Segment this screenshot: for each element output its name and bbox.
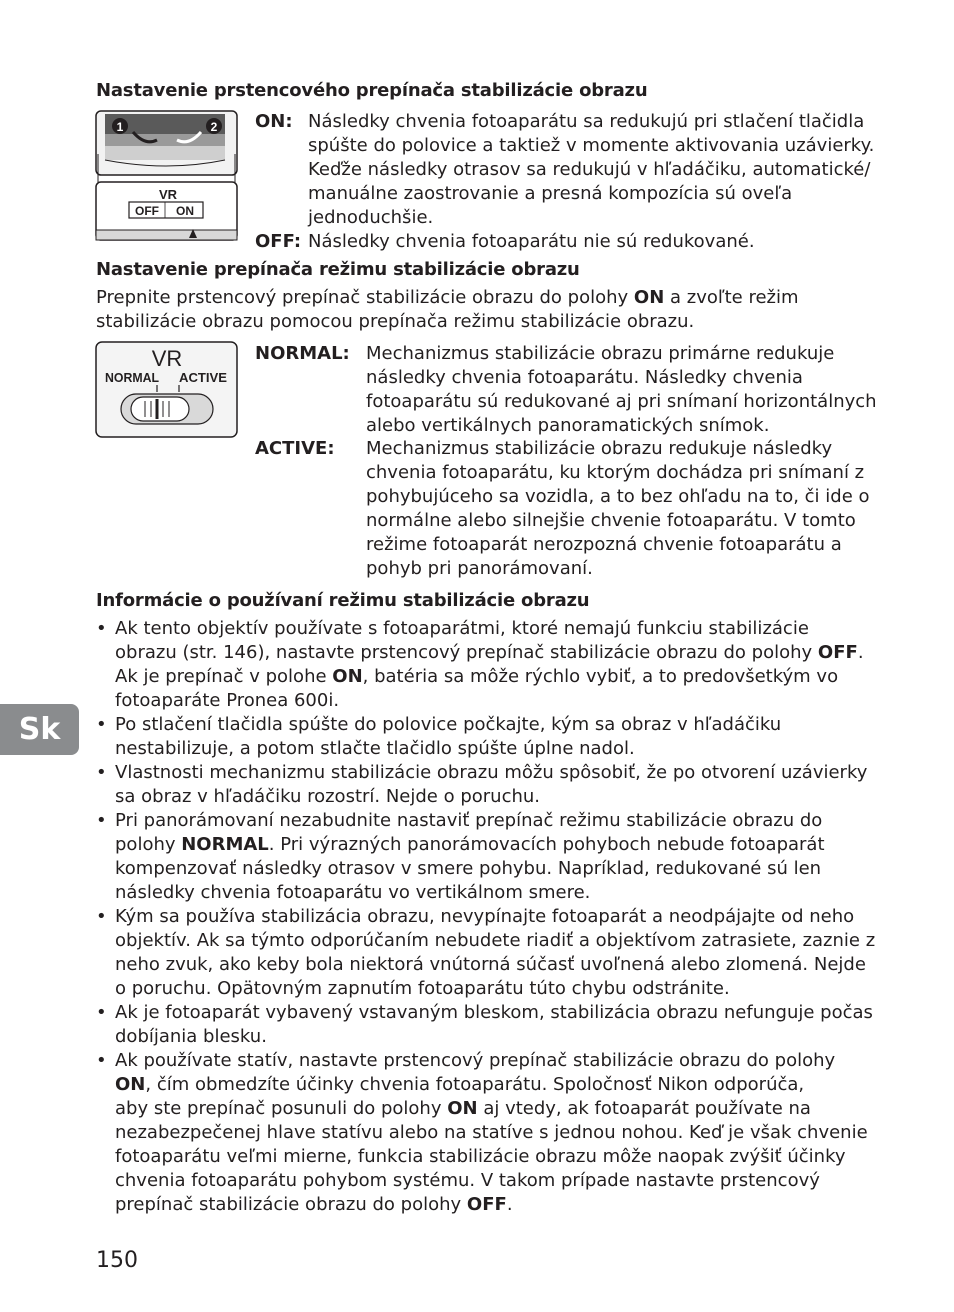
note-line <box>115 1193 875 1217</box>
mode-active-label: ACTIVE <box>179 370 228 385</box>
note-bullet-item <box>96 1049 875 1217</box>
note-text: nezabezpečenej hlave statívu alebo na statíve s jednou nohou. Keď je však chvenie <box>115 1122 868 1143</box>
note-bullet-item <box>96 905 875 1001</box>
note-line <box>115 833 875 857</box>
desc-active-line: pohybujúceho sa vozidla, a to bez ohľadu na to, či ide o <box>366 486 870 507</box>
switch-off-label: OFF <box>135 204 159 218</box>
note-emphasis: OFF <box>817 642 858 663</box>
note-text: neho zvuk, ako keby bola niektorá vnútorná súčasť uvoľnená alebo zlomená. Nejde <box>115 954 866 975</box>
note-bullet-item <box>96 809 875 905</box>
note-text: fotoaparátu veľmi mierne, funkcia stabilizácie obrazu môže naopak zvýšiť účinky <box>115 1146 846 1167</box>
desc-on-line: spúšte do polovice a taktiež v momente aktivovania uzávierky. <box>308 135 875 156</box>
note-line <box>115 857 875 881</box>
desc-normal-line: alebo vertikálnych panoramatických snímok. <box>366 415 770 436</box>
note-text: aj vtedy, ak fotoaparát používate na <box>477 1098 811 1119</box>
desc-active-line: normálne alebo silnejšie chvenie fotoaparátu. V tomto <box>366 510 856 531</box>
note-line <box>115 737 875 761</box>
note-line <box>115 809 875 833</box>
vr-mode-switch-illustration <box>95 341 240 439</box>
note-bullet-item <box>96 617 875 713</box>
page-number: 150 <box>96 1248 138 1273</box>
desc-normal-line: následky chvenia fotoaparátu. Následky chvenia <box>366 367 803 388</box>
callout-1: 1 <box>116 120 124 134</box>
vr-mode-intro-line: stabilizácie obrazu pomocou prepínača režimu stabilizácie obrazu. <box>96 311 695 332</box>
mode-normal-label: NORMAL <box>105 370 160 385</box>
desc-on-line: Následky chvenia fotoaparátu sa redukujú pri stlačení tlačidla <box>308 111 865 132</box>
note-text: , batéria sa môže rýchlo vybiť, a to predovšetkým vo <box>362 666 839 687</box>
vr-notes-list <box>96 617 875 1217</box>
desc-off <box>308 230 755 254</box>
callout-2: 2 <box>210 120 218 134</box>
note-text: Ak tento objektív používate s fotoaparátmi, ktoré nemajú funkciu stabilizácie <box>115 618 809 639</box>
note-text: sa obraz v hľadáčiku rozostrí. Nejde o poruchu. <box>115 786 541 807</box>
note-line <box>115 1121 875 1145</box>
note-line <box>115 617 875 641</box>
note-line <box>115 665 875 689</box>
switch-vr-label: VR <box>158 187 178 202</box>
note-text: , čím obmedzíte účinky chvenia fotoaparátu. Spoločnosť Nikon odporúča, <box>145 1074 805 1095</box>
desc-on-line: jednoduchšie. <box>308 207 434 228</box>
note-text: . <box>506 1194 513 1215</box>
section-heading-vr-ring-switch: Nastavenie prstencového prepínača stabilizácie obrazu <box>96 80 648 101</box>
note-line <box>115 1145 875 1169</box>
note-text: dobíjania blesku. <box>115 1026 267 1047</box>
desc-on-line: Keďže následky otrasov sa redukujú v hľadáčiku, automatické/ <box>308 159 871 180</box>
mode-switch-knob <box>131 397 189 421</box>
note-text: o poruchu. Opätovným zapnutím fotoaparátu túto chybu odstránite. <box>115 978 730 999</box>
term-on: ON: <box>255 111 293 132</box>
note-text: obrazu (str. 146), nastavte prstencový prepínač stabilizácie obrazu do polohy <box>115 642 818 663</box>
note-line <box>115 785 875 809</box>
note-text: chvenia fotoaparátu pohybom systému. V takom prípade nastavte prstencový <box>115 1170 820 1191</box>
note-line <box>115 641 875 665</box>
note-text: Ak je fotoaparát vybavený vstavaným bleskom, stabilizácia obrazu nefunguje počas <box>115 1002 873 1023</box>
note-line <box>115 689 875 713</box>
term-normal: NORMAL: <box>255 343 350 364</box>
desc-active-line: chvenia fotoaparátu, ku ktorým dochádza pri snímaní z <box>366 462 865 483</box>
section-heading-vr-mode-switch: Nastavenie prepínača režimu stabilizácie obrazu <box>96 259 580 280</box>
note-text: aby ste prepínač posunuli do polohy <box>115 1098 448 1119</box>
note-text: Vlastnosti mechanizmu stabilizácie obrazu môžu spôsobiť, že po otvorení uzávierky <box>115 762 868 783</box>
note-line <box>115 1025 875 1049</box>
note-line <box>115 1001 875 1025</box>
term-active: ACTIVE: <box>255 438 335 459</box>
desc-active-line: pohyb pri panorámovaní. <box>366 558 593 579</box>
desc-active-line: režime fotoaparát nerozpozná chvenie fotoaparátu a <box>366 534 842 555</box>
section-heading-vr-notes: Informácie o používaní režimu stabilizácie obrazu <box>96 590 590 611</box>
desc-on <box>308 110 874 230</box>
note-line <box>115 881 875 905</box>
note-line <box>115 1097 875 1121</box>
note-emphasis: ON <box>332 666 363 687</box>
note-line <box>115 905 875 929</box>
note-text: . Pri výrazných panorámovacích pohyboch nebude fotoaparát <box>268 834 825 855</box>
note-emphasis: ON <box>447 1098 478 1119</box>
note-bullet-item <box>96 713 875 761</box>
note-text: fotoaparáte Pronea 600i. <box>115 690 340 711</box>
note-bullet-item <box>96 761 875 809</box>
note-line <box>115 1169 875 1193</box>
desc-off-line: Následky chvenia fotoaparátu nie sú redukované. <box>308 231 755 252</box>
language-tab: Sk <box>0 704 79 755</box>
note-line <box>115 929 875 953</box>
note-line <box>115 953 875 977</box>
note-text: Ak používate statív, nastavte prstencový prepínač stabilizácie obrazu do polohy <box>115 1050 836 1071</box>
note-text: Ak je prepínač v polohe <box>115 666 333 687</box>
note-text: objektív. Ak sa týmto odporúčaním nebudete riadiť a objektívom zatrasiete, zaznie z <box>115 930 876 951</box>
note-emphasis: ON <box>115 1074 146 1095</box>
note-line <box>115 713 875 737</box>
desc-active-line: Mechanizmus stabilizácie obrazu redukuje následky <box>366 438 833 459</box>
term-off: OFF: <box>255 231 302 252</box>
note-line <box>115 1073 875 1097</box>
note-line <box>115 977 875 1001</box>
mode-switch-vr-label: VR <box>151 346 183 371</box>
note-text: nestabilizuje, a potom stlačte tlačidlo spúšte úplne nadol. <box>115 738 635 759</box>
desc-normal-line: Mechanizmus stabilizácie obrazu primárne redukuje <box>366 343 835 364</box>
note-text: polohy <box>115 834 182 855</box>
vr-ring-switch-illustration <box>95 110 240 243</box>
vr-mode-intro <box>96 286 799 334</box>
note-emphasis: NORMAL <box>181 834 269 855</box>
note-text: Kým sa používa stabilizácia obrazu, nevypínajte fotoaparát a neodpájajte od neho <box>115 906 855 927</box>
desc-active <box>366 437 870 581</box>
lens-barrel-mount <box>105 146 225 160</box>
switch-on-label: ON <box>176 204 194 218</box>
note-emphasis: OFF <box>466 1194 507 1215</box>
note-line <box>115 761 875 785</box>
note-text: Pri panorámovaní nezabudnite nastaviť prepínač režimu stabilizácie obrazu do <box>115 810 823 831</box>
note-text: Po stlačení tlačidla spúšte do polovice počkajte, kým sa obraz v hľadáčiku <box>115 714 782 735</box>
note-bullet-item <box>96 1001 875 1049</box>
note-text: prepínač stabilizácie obrazu do polohy <box>115 1194 467 1215</box>
note-text: následky chvenia fotoaparátu vo vertikálnom smere. <box>115 882 591 903</box>
note-text: . <box>857 642 864 663</box>
note-line <box>115 1049 875 1073</box>
desc-on-line: manuálne zaostrovanie a presná kompozícia sú oveľa <box>308 183 793 204</box>
desc-normal-line: fotoaparátu sú redukované aj pri snímaní horizontálnych <box>366 391 877 412</box>
switch-detail-base <box>96 230 237 240</box>
note-text: kompenzovať následky otrasov v smere pohybu. Napríklad, redukované sú len <box>115 858 822 879</box>
desc-normal <box>366 342 877 438</box>
vr-mode-intro-line: Prepnite prstencový prepínač stabilizácie obrazu do polohy ON a zvoľte režim <box>96 287 799 308</box>
lens-barrel-ring <box>105 134 225 146</box>
